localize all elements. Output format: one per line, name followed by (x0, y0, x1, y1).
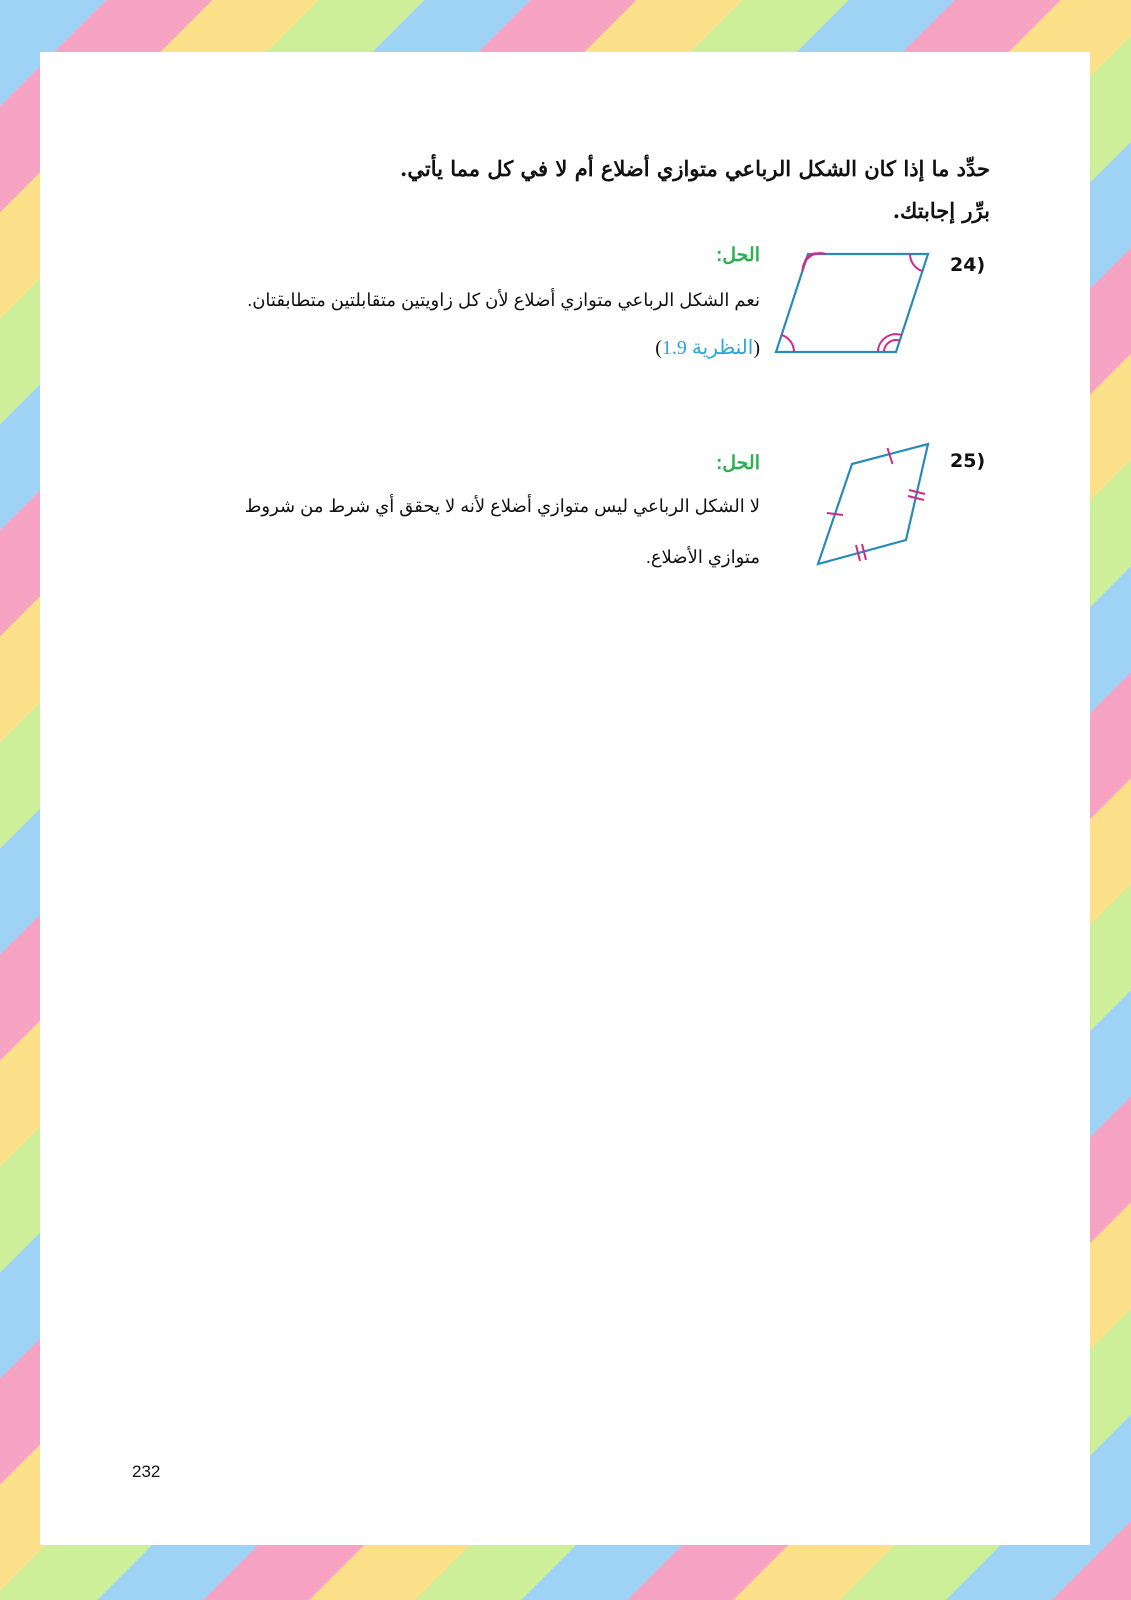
instruction-line-2: برِّر إجابتك. (892, 198, 990, 223)
solution-text-25-line-2: متوازي الأضلاع. (645, 547, 760, 567)
worksheet-page (40, 52, 1090, 1545)
theorem-reference (655, 335, 760, 360)
parallelogram-with-angle-marks-icon (770, 248, 935, 360)
theorem-link[interactable]: النظرية 1.9 (661, 337, 754, 359)
instruction-line-1: حدِّد ما إذا كان الشكل الرباعي متوازي أضلاع أم لا في كل مما يأتي. (400, 156, 990, 181)
reference-open-paren: ( (753, 337, 760, 359)
solution-text-25-line-1: لا الشكل الرباعي ليس متوازي أضلاع لأنه لا يحقق أي شرط من شروط (244, 496, 760, 516)
question-number-24: 24) (950, 254, 986, 276)
solution-label-25: الحل: (715, 453, 760, 474)
page-number: 232 (132, 1462, 161, 1481)
quadrilateral-with-side-marks-icon (810, 438, 940, 572)
reference-close-paren: ) (655, 337, 662, 359)
question-number-25: 25) (950, 450, 986, 472)
instruction-block (230, 148, 990, 232)
solution-label-24: الحل: (715, 245, 760, 266)
solution-text-24: نعم الشكل الرباعي متوازي أضلاع لأن كل زاويتين متقابلتين متطابقتان. (247, 290, 760, 310)
